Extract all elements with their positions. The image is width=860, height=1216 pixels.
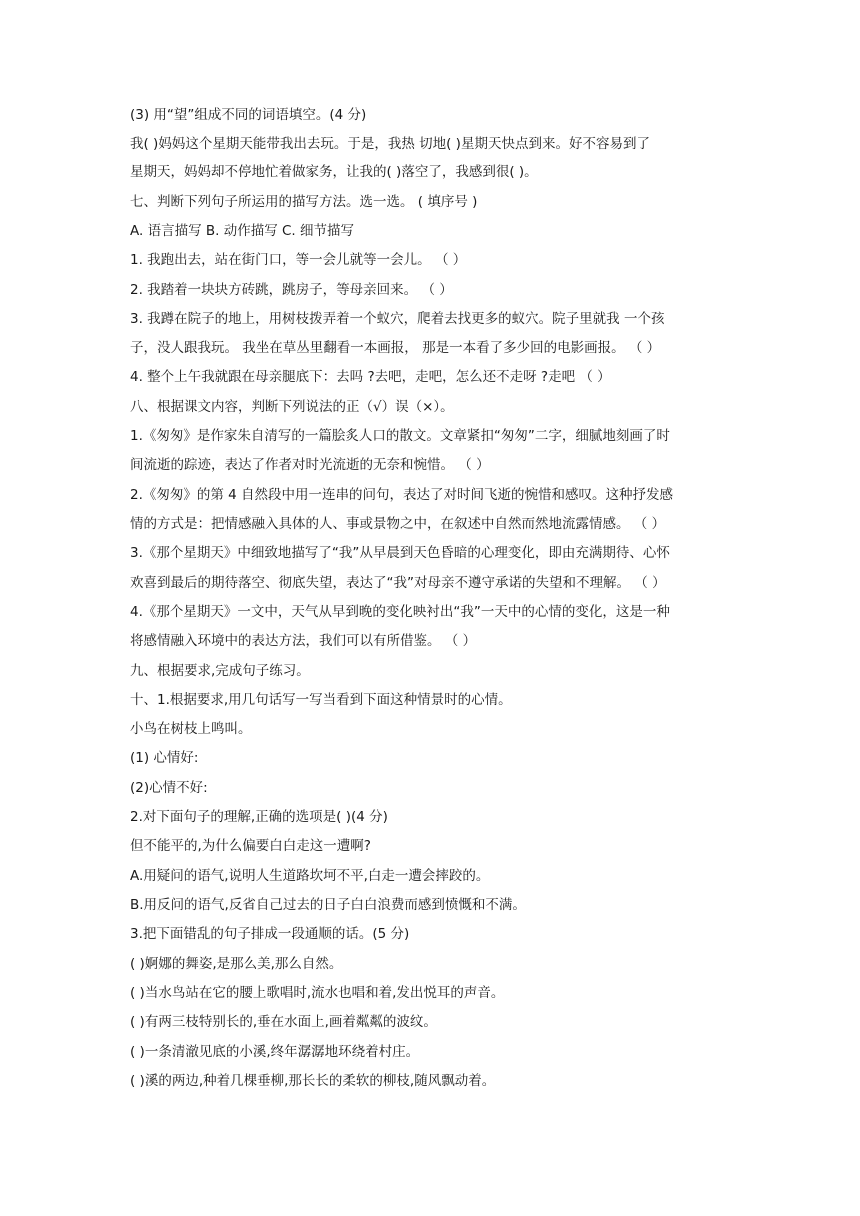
section-7-item-4: 4. 整个上午我就跟在母亲腿底下：去吗 ?去吧，走吧，怎么还不走呀 ?走吧 （ ） bbox=[130, 369, 611, 385]
section-10-q2-option-a: A.用疑问的语气,说明人生道路坎坷不平,白走一遭会摔跤的。 bbox=[130, 868, 490, 884]
question-3-wang: (3) 用“望”组成不同的词语填空。(4 分) bbox=[130, 107, 367, 123]
section-8-heading: 八、根据课文内容，判断下列说法的正（√）误（×）。 bbox=[130, 399, 454, 415]
section-8-item-3-line-2: 欢喜到最后的期待落空、彻底失望，表达了“我”对母亲不遵守承诺的失望和不理解。 （ ） bbox=[130, 575, 666, 591]
section-10-q3-sentence-2: ( )当水鸟站在它的腰上歌唱时,流水也唱和着,发出悦耳的声音。 bbox=[130, 985, 505, 1001]
section-10-q3-sentence-4: ( )一条清澈见底的小溪,终年潺潺地环绕着村庄。 bbox=[130, 1044, 420, 1060]
section-10-q3: 3.把下面错乱的句子排成一段通顺的话。(5 分) bbox=[130, 926, 410, 942]
fill-blank-line-2: 星期天，妈妈却不停地忙着做家务，让我的( )落空了，我感到很( )。 bbox=[130, 164, 538, 180]
section-9-heading: 九、根据要求,完成句子练习。 bbox=[130, 663, 310, 679]
section-8-item-1-line-2: 间流逝的踪迹，表达了作者对时光流逝的无奈和惋惜。 （ ） bbox=[130, 457, 490, 473]
section-10-q2: 2.对下面句子的理解,正确的选项是( )(4 分) bbox=[130, 809, 388, 825]
section-7-heading: 七、判断下列句子所运用的描写方法。选一选。 ( 填序号 ) bbox=[130, 194, 478, 210]
section-8-item-1-line-1: 1.《匆匆》是作家朱自清写的一篇脍炙人口的散文。文章紧扣“匆匆”二字，细腻地刻画了时 bbox=[130, 428, 670, 444]
section-7-item-1: 1. 我跑出去，站在街门口，等一会儿就等一会儿。 （ ） bbox=[130, 252, 467, 268]
fill-blank-line-1: 我( )妈妈这个星期天能带我出去玩。于是，我热 切地( )星期天快点到来。好不容易到了 bbox=[130, 136, 650, 152]
section-7-item-2: 2. 我踏着一块块方砖跳，跳房子，等母亲回来。 （ ） bbox=[130, 282, 453, 298]
section-10-q1-bad-mood: (2)心情不好: bbox=[130, 780, 208, 796]
section-8-item-2-line-2: 情的方式是：把情感融入具体的人、事或景物之中，在叙述中自然而然地流露情感。 （ ） bbox=[130, 516, 666, 532]
section-10-q1-scene: 小鸟在树枝上鸣叫。 bbox=[130, 721, 252, 737]
section-7-item-3-line-2: 子，没人跟我玩。 我坐在草丛里翻看一本画报， 那是一本看了多少回的电影画报。 （ ） bbox=[130, 340, 661, 356]
section-8-item-4-line-1: 4.《那个星期天》一文中，天气从早到晚的变化映衬出“我”一天中的心情的变化，这是一种 bbox=[130, 604, 670, 620]
section-10-q2-option-b: B.用反问的语气,反省自己过去的日子白白浪费而感到愤慨和不满。 bbox=[130, 897, 526, 913]
section-10-q2-sentence: 但不能平的,为什么偏要白白走这一遭啊? bbox=[130, 838, 371, 854]
section-8-item-2-line-1: 2.《匆匆》的第 4 自然段中用一连串的问句，表达了对时间飞逝的惋惜和感叹。这种抒发感 bbox=[130, 487, 674, 503]
section-10-q3-sentence-3: ( )有两三枝特别长的,垂在水面上,画着粼粼的波纹。 bbox=[130, 1014, 437, 1030]
section-10-q3-sentence-1: ( )婀娜的舞姿,是那么美,那么自然。 bbox=[130, 956, 343, 972]
section-7-options: A. 语言描写 B. 动作描写 C. 细节描写 bbox=[130, 223, 355, 239]
section-10-q3-sentence-5: ( )溪的两边,种着几棵垂柳,那长长的柔软的柳枝,随风飘动着。 bbox=[130, 1073, 496, 1089]
section-8-item-3-line-1: 3.《那个星期天》中细致地描写了“我”从早晨到天色昏暗的心理变化，即由充满期待、心怀 bbox=[130, 545, 670, 561]
section-10-q1-good-mood: (1) 心情好: bbox=[130, 750, 199, 766]
section-7-item-3-line-1: 3. 我蹲在院子的地上，用树枝拨弄着一个蚁穴，爬着去找更多的蚁穴。院子里就我 一个孩 bbox=[130, 311, 665, 327]
section-8-item-4-line-2: 将感情融入环境中的表达方法，我们可以有所借鉴。 （ ） bbox=[130, 633, 477, 649]
section-10-q1: 十、1.根据要求,用几句话写一写当看到下面这种情景时的心情。 bbox=[130, 692, 512, 708]
